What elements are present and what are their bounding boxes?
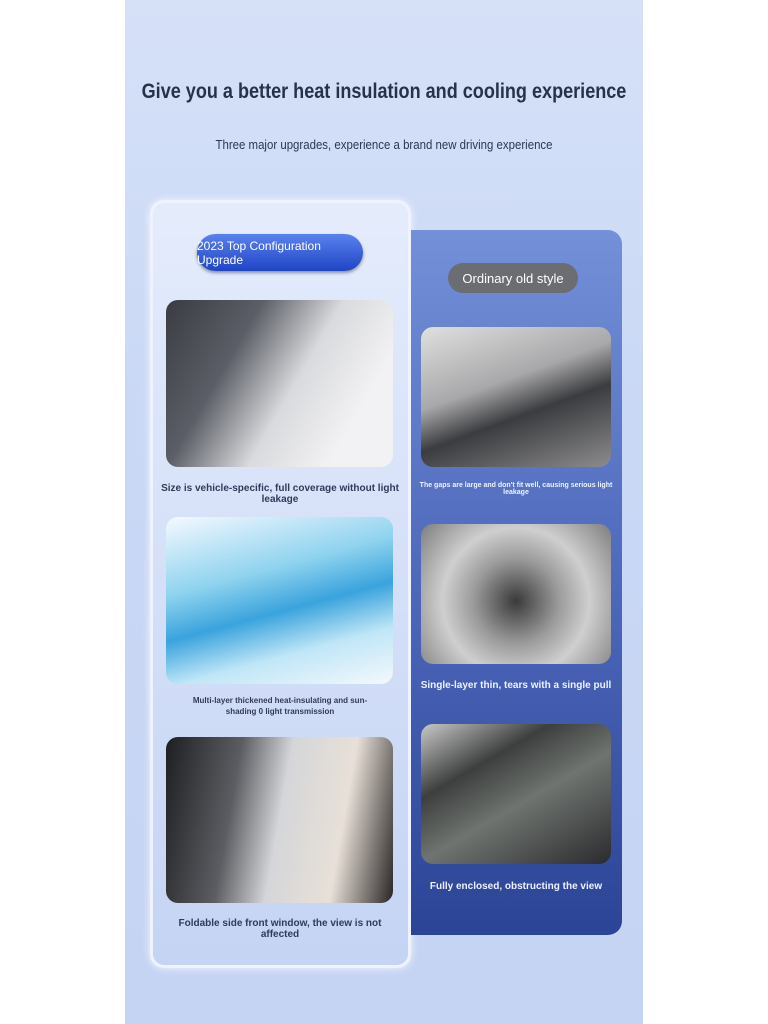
old-feature-caption: The gaps are large and don't fit well, causing serious light leakage <box>419 482 613 496</box>
new-feature-caption: Size is vehicle-specific, full coverage without light leakage <box>161 483 399 505</box>
old-feature-caption: Fully enclosed, obstructing the view <box>429 881 603 892</box>
page-subtitle: Three major upgrades, experience a brand new driving experience <box>215 137 553 152</box>
old-single-layer-image <box>421 524 611 664</box>
old-style-badge: Ordinary old style <box>448 263 578 293</box>
old-enclosed-image <box>421 724 611 864</box>
new-multilayer-image <box>166 517 393 684</box>
new-style-badge: 2023 Top Configuration Upgrade <box>197 234 363 271</box>
old-feature-caption: Single-layer thin, tears with a single pull <box>420 680 612 691</box>
new-feature-caption: Multi-layer thickened heat-insulating and sun-shading 0 light transmission <box>192 696 368 716</box>
new-foldable-window-image <box>166 737 393 903</box>
old-gaps-image <box>421 327 611 467</box>
page-title: Give you a better heat insulation and cooling experience <box>141 80 627 103</box>
new-feature-caption: Foldable side front window, the view is not affected <box>178 918 382 940</box>
new-full-coverage-image <box>166 300 393 467</box>
